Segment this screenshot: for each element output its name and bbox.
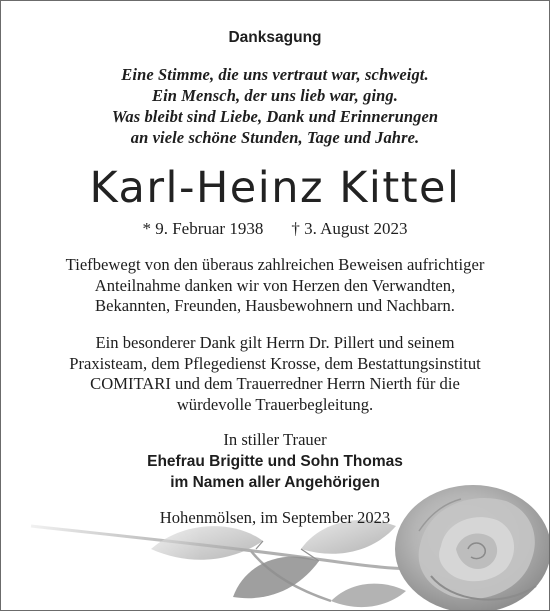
paragraph-line: Ein besonderer Dank gilt Herrn Dr. Pillert und seinem	[95, 333, 455, 352]
poem-line: Ein Mensch, der uns lieb war, ging.	[151, 86, 399, 105]
signer-line: im Namen aller Angehörigen	[170, 474, 380, 491]
signer-line: Ehefrau Brigitte und Sohn Thomas	[147, 453, 403, 470]
mourning-label: In stiller Trauer	[223, 430, 327, 449]
special-thanks-paragraph	[1, 333, 549, 415]
paragraph-line: Praxisteam, dem Pflegedienst Krosse, dem Bestattungsinstitut	[69, 353, 481, 373]
poem-line: an viele schöne Stunden, Tage und Jahre.	[130, 128, 420, 147]
poem-line: Was bleibt sind Liebe, Dank und Erinnerungen	[111, 107, 439, 126]
paragraph-line: Anteilnahme danken wir von Herzen den Verwandten,	[94, 275, 456, 295]
poem	[1, 64, 549, 148]
place-date: Hohenmölsen, im September 2023	[159, 508, 391, 527]
life-dates	[1, 218, 549, 240]
paragraph-line: würdevolle Trauerbegleitung.	[176, 394, 374, 414]
signers	[1, 451, 549, 493]
thanks-paragraph	[1, 255, 549, 317]
paragraph-line: Tiefbewegt von den überaus zahlreichen Beweisen aufrichtiger	[65, 255, 485, 274]
birth-date: * 9. Februar 1938	[142, 219, 264, 238]
poem-line: Eine Stimme, die uns vertraut war, schweigt.	[121, 65, 429, 84]
deceased-name: Karl-Heinz Kittel	[89, 163, 461, 213]
paragraph-line: COMITARI und dem Trauerredner Herrn Nierth für die	[90, 374, 460, 393]
heading: Danksagung	[228, 29, 322, 46]
paragraph-line: Bekannten, Freunden, Hausbewohnern und Nachbarn.	[95, 296, 455, 315]
death-date: † 3. August 2023	[291, 219, 408, 238]
